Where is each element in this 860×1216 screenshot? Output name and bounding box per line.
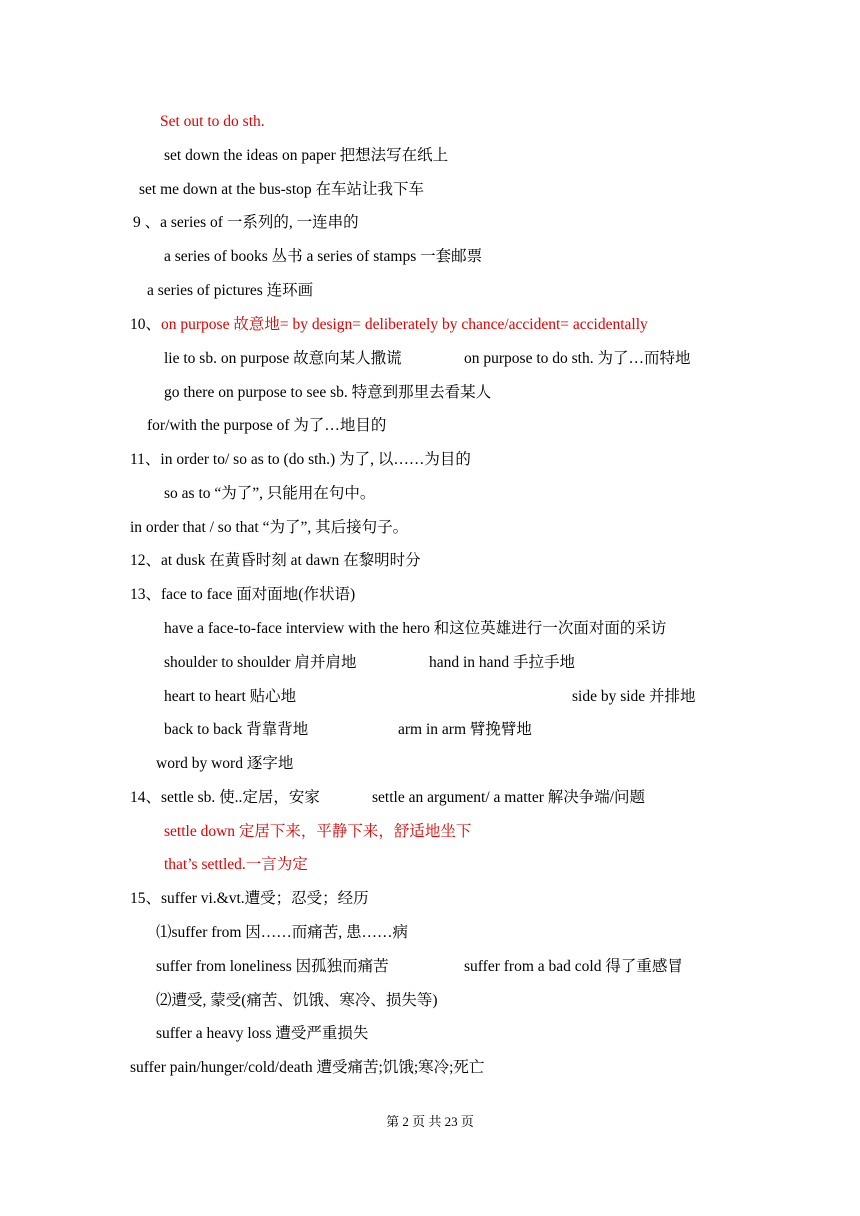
text-line: suffer pain/hunger/cold/death 遭受痛苦;饥饿;寒冷;死亡 xyxy=(130,1059,485,1076)
text-line: for/with the purpose of 为了…地目的 xyxy=(147,417,387,434)
text-line: 15、suffer vi.&vt.遭受；忍受；经历 xyxy=(130,890,369,907)
text-line xyxy=(164,720,724,740)
text-segment: suffer from loneliness 因孤独而痛苦 xyxy=(156,958,389,975)
text-line: ⑴suffer from 因……而痛苦, 患……病 xyxy=(156,924,408,941)
text-line xyxy=(130,315,648,335)
text-line: suffer a heavy loss 遭受严重损失 xyxy=(156,1025,369,1042)
text-line: 12、at dusk 在黄昏时刻 at dawn 在黎明时分 xyxy=(130,552,421,569)
text-line: 11、in order to/ so as to (do sth.) 为了, 以……为目的 xyxy=(130,451,471,468)
text-line xyxy=(164,653,724,673)
text-segment: shoulder to shoulder 肩并肩地 xyxy=(164,654,357,671)
text-line: a series of pictures 连环画 xyxy=(147,282,314,299)
text-line: ⑵遭受, 蒙受(痛苦、饥饿、寒冷、损失等) xyxy=(156,992,438,1009)
text-line: in order that / so that “为了”, 其后接句子。 xyxy=(130,519,409,536)
red-text: on purpose 故意地= by design= deliberately by chance/accident= accidentally xyxy=(161,316,648,333)
text-segment: side by side 并排地 xyxy=(572,688,696,705)
text-segment: lie to sb. on purpose 故意向某人撒谎 xyxy=(164,350,402,367)
page-footer: 第 2 页 共 23 页 xyxy=(386,1114,474,1129)
text-line: have a face-to-face interview with the hero 和这位英雄进行一次面对面的采访 xyxy=(164,620,667,637)
item-number: 10、 xyxy=(130,316,162,333)
text-segment: heart to heart 贴心地 xyxy=(164,688,297,705)
text-line: so as to “为了”, 只能用在句中。 xyxy=(164,485,376,502)
text-segment: 14、settle sb. 使..定居，安家 xyxy=(130,789,320,806)
text-segment: on purpose to do sth. 为了…而特地 xyxy=(464,350,691,367)
text-segment: back to back 背靠背地 xyxy=(164,721,309,738)
text-segment: settle an argument/ a matter 解决争端/问题 xyxy=(372,789,646,806)
text-line xyxy=(164,687,724,707)
text-line: go there on purpose to see sb. 特意到那里去看某人 xyxy=(164,384,492,401)
text-line xyxy=(130,788,730,808)
text-line: that’s settled.一言为定 xyxy=(164,856,308,873)
text-line: 13、face to face 面对面地(作状语) xyxy=(130,586,356,603)
text-line: word by word 逐字地 xyxy=(156,755,294,772)
text-segment: arm in arm 臂挽臂地 xyxy=(398,721,532,738)
text-line: Set out to do sth. xyxy=(160,113,265,130)
text-line xyxy=(164,349,764,369)
text-line: set down the ideas on paper 把想法写在纸上 xyxy=(164,147,449,164)
text-line: settle down 定居下来，平静下来，舒适地坐下 xyxy=(164,823,472,840)
text-line: set me down at the bus-stop 在车站让我下车 xyxy=(139,181,425,198)
text-segment: hand in hand 手拉手地 xyxy=(429,654,575,671)
text-line: 9 、a series of 一系列的, 一连串的 xyxy=(133,214,359,231)
text-line xyxy=(156,957,736,977)
text-line: a series of books 丛书 a series of stamps 一套邮票 xyxy=(164,248,483,265)
text-segment: suffer from a bad cold 得了重感冒 xyxy=(464,958,683,975)
